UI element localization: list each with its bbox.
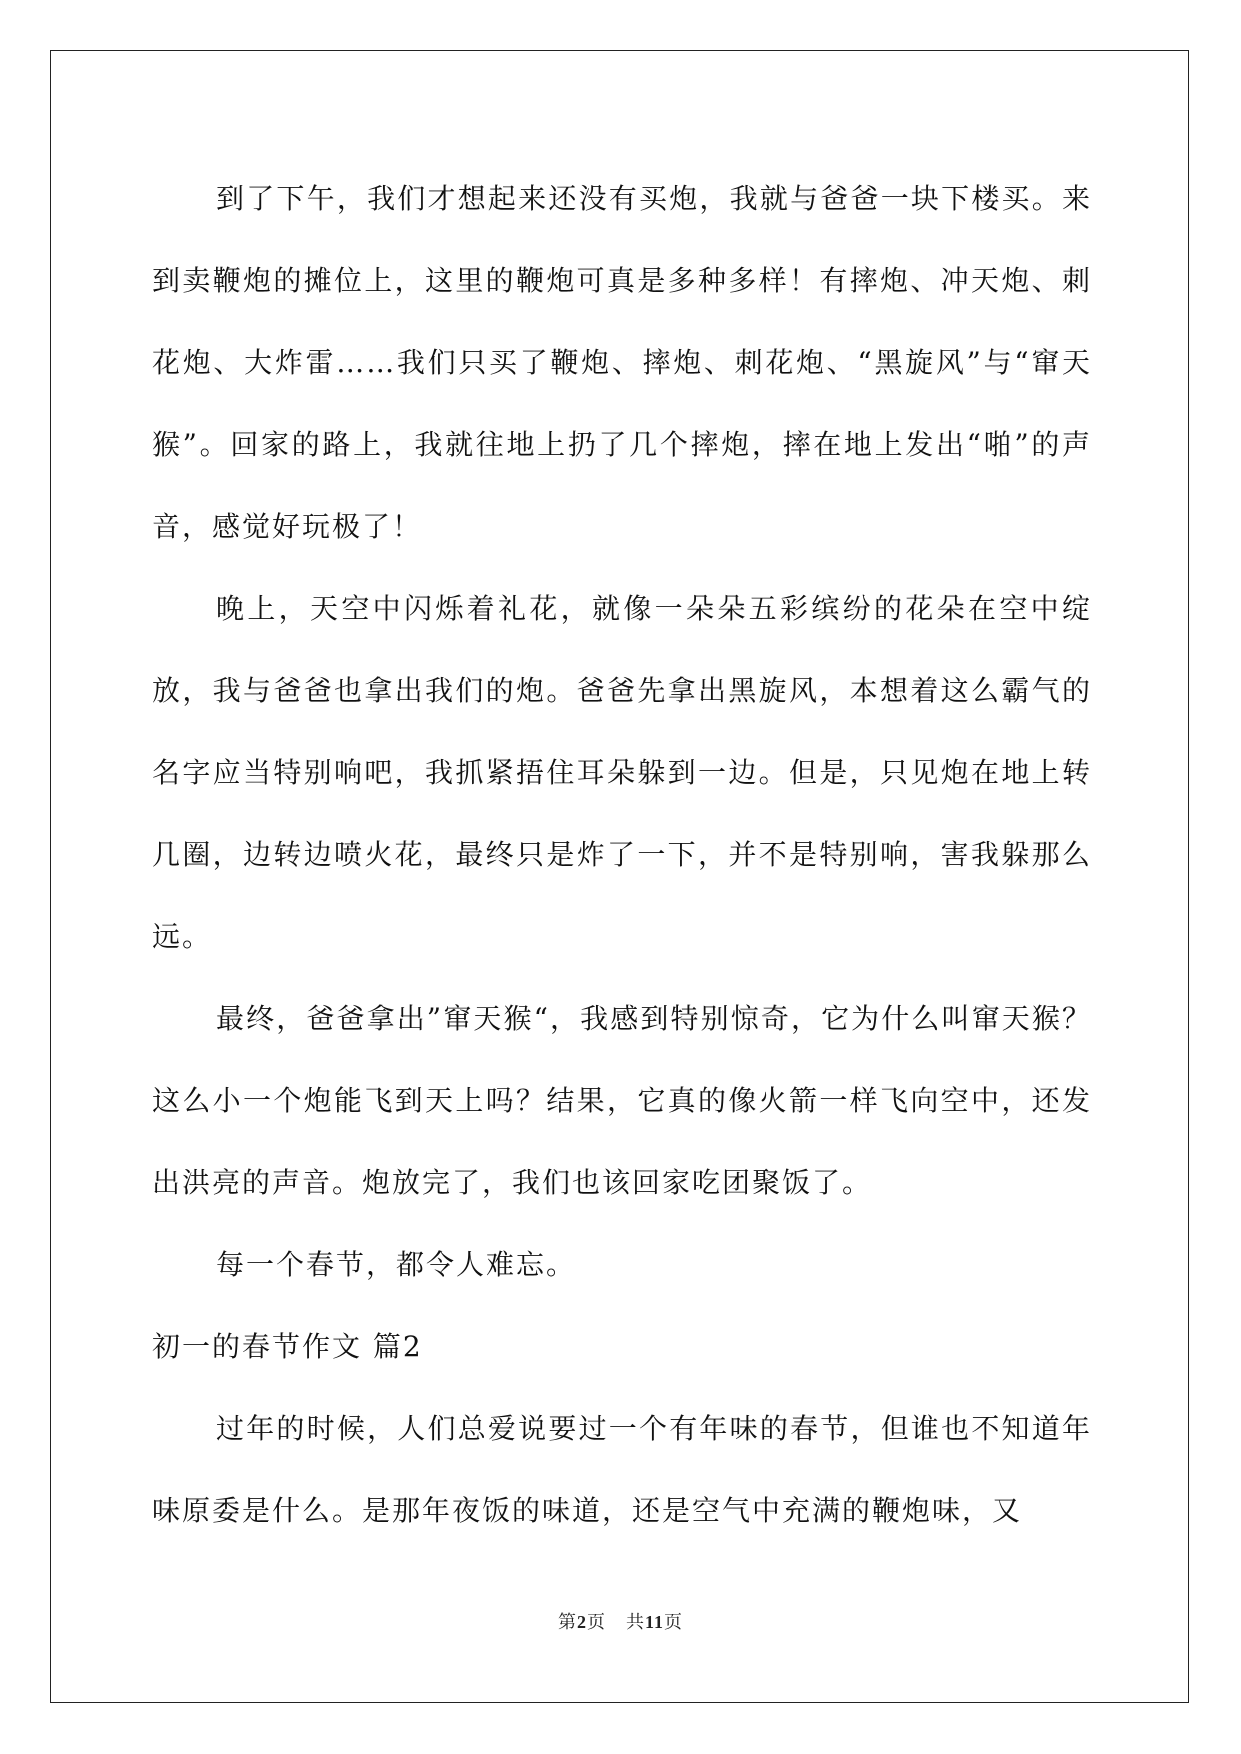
paragraph-unforgettable: 每一个春节，都令人难忘。: [216, 1248, 577, 1281]
paragraph-evening-fireworks: 晚上，天空中闪烁着礼花，就像一朵朵五彩缤纷的花朵在空中绽放，我与爸爸也拿出我们的炮。爸爸先拿出黑旋风，本想着这么霸气的名字应当特别响吧，我抓紧捂住耳朵躲到一边。但是，只见炮在地上转几圈，边转边喷火花，最终只是炸了一下，并不是特别响，害我躲那么远。: [152, 592, 1092, 953]
footer-total-prefix: 共: [625, 1612, 645, 1633]
footer-page-prefix: 第: [557, 1612, 577, 1633]
paragraph-rocket-firecracker: 最终，爸爸拿出”窜天猴“，我感到特别惊奇，它为什么叫窜天猴？这么小一个炮能飞到天上吗？结果，它真的像火箭一样飞向空中，还发出洪亮的声音。炮放完了，我们也该回家吃团聚饭了。: [152, 1002, 1092, 1199]
paragraph-new-year-flavor: 过年的时候，人们总爱说要过一个有年味的春节，但谁也不知道年味原委是什么。是那年夜饭的味道，还是空气中充满的鞭炮味，又: [152, 1412, 1092, 1527]
document-body: [152, 158, 1092, 1552]
footer-total-number: 11: [644, 1612, 664, 1632]
footer-total-suffix: 页: [664, 1612, 683, 1633]
footer-page-suffix: 页: [586, 1612, 606, 1633]
page-footer: [0, 1608, 1241, 1634]
section-heading: 初一的春节作文 篇2: [152, 1330, 423, 1363]
footer-page-number: 2: [576, 1612, 587, 1632]
paragraph-buying-firecrackers: 到了下午，我们才想起来还没有买炮，我就与爸爸一块下楼买。来到卖鞭炮的摊位上，这里的鞭炮可真是多种多样！有摔炮、冲天炮、刺花炮、大炸雷……我们只买了鞭炮、摔炮、刺花炮、“黑旋风”与“窜天猴”。回家的路上，我就往地上扔了几个摔炮，摔在地上发出“啪”的声音，感觉好玩极了！: [152, 182, 1092, 543]
